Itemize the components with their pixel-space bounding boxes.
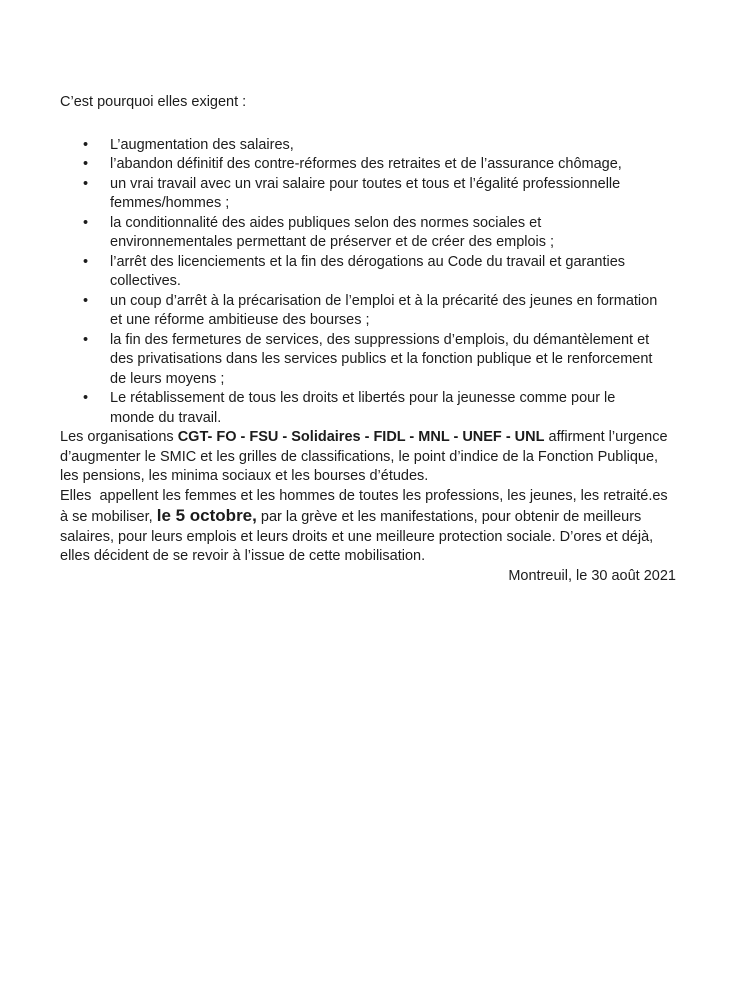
demand-text: un coup d’arrêt à la précarisation de l’emploi et à la précarité des jeunes en formation et une réforme ambitieuse des bourses ; bbox=[110, 292, 658, 328]
demand-item bbox=[83, 253, 660, 292]
demands-list bbox=[60, 136, 676, 429]
paragraph-mobilisation-post: par la grève et les manifestations, pour obtenir de meilleurs salaires, pour leurs emplois et leurs droits et une meilleure protection sociale. D’ores et déjà, elles décident de se revoir à l’issue de cette mobilisation. bbox=[60, 509, 658, 564]
paragraph-organisations bbox=[60, 428, 676, 487]
bullet-icon: • bbox=[83, 292, 89, 309]
demand-text: l’arrêt des licenciements et la fin des dérogations au Code du travail et garanties collectives. bbox=[110, 253, 626, 289]
paragraph-mobilisation bbox=[60, 487, 676, 567]
paragraph-mobilisation-pre: Elles appellent les femmes et les hommes de toutes les professions, les jeunes, les retraité.es à se mobiliser, bbox=[60, 487, 672, 525]
paragraph-organisations-pre: Les organisations bbox=[60, 429, 178, 445]
dateline: Montreuil, le 30 août 2021 bbox=[508, 567, 676, 584]
demand-item bbox=[83, 214, 660, 253]
demand-text: L’augmentation des salaires, bbox=[110, 136, 294, 153]
demand-text: un vrai travail avec un vrai salaire pour toutes et tous et l’égalité professionnelle femmes/hommes ; bbox=[110, 175, 621, 211]
demand-item bbox=[83, 136, 660, 156]
demand-item bbox=[83, 331, 660, 390]
demand-item bbox=[83, 292, 660, 331]
bullet-icon: • bbox=[83, 253, 89, 270]
bullet-icon: • bbox=[83, 390, 89, 406]
demand-text: l’abandon définitif des contre-réformes des retraites et de l’assurance chômage, bbox=[110, 156, 622, 172]
bullet-icon: • bbox=[83, 136, 89, 153]
bullet-icon: • bbox=[83, 175, 89, 192]
demand-text: la fin des fermetures de services, des suppressions d’emplois, du démantèlement et des privatisations dans les services publics et la fonction publique et le renforcement de leurs moyens ; bbox=[110, 331, 653, 387]
bullet-icon: • bbox=[83, 331, 89, 348]
date-emphasis: le 5 octobre, bbox=[156, 506, 257, 525]
bullet-icon: • bbox=[83, 156, 89, 172]
demand-item bbox=[83, 175, 660, 214]
demand-text: Le rétablissement de tous les droits et libertés pour la jeunesse comme pour le monde du travail. bbox=[110, 390, 616, 426]
demand-text: la conditionnalité des aides publiques selon des normes sociales et environnementales permettant de préserver et de créer des emplois ; bbox=[110, 214, 555, 250]
paragraph-organisations-post: affirment l’urgence d’augmenter le SMIC et les grilles de classifications, le point d’indice de la Fonction Publique, les pensions, les minima sociaux et les bourses d’études. bbox=[60, 429, 672, 484]
intro-line: C’est pourquoi elles exigent : bbox=[60, 94, 247, 110]
bullet-icon: • bbox=[83, 214, 89, 231]
demand-item bbox=[83, 155, 660, 175]
demand-item bbox=[83, 389, 660, 428]
organisations-names: CGT- FO - FSU - Solidaires - FIDL - MNL - UNEF - UNL bbox=[177, 429, 545, 445]
